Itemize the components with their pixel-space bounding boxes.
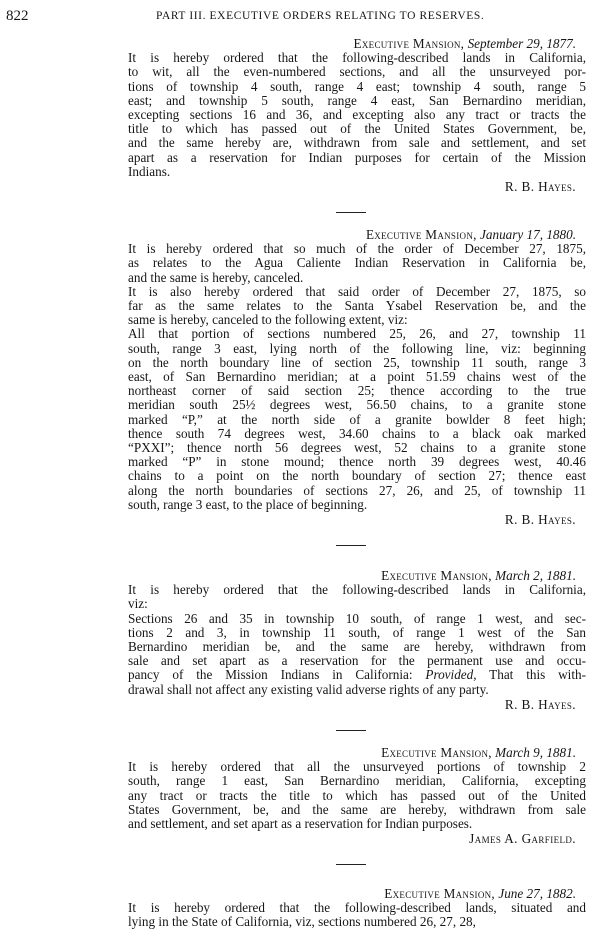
text-line: tions of township 4 south, range 4 east; township 4 south, range 5 [128, 79, 586, 94]
running-header [6, 8, 590, 26]
order-1882-jun [116, 887, 586, 930]
text-line: east; and township 5 south, range 4 east, San Bernardino meridian, [128, 93, 586, 108]
order-1877 [116, 37, 586, 213]
text-line: and the same is hereby, canceled. [128, 270, 304, 285]
text-line: viz: [128, 597, 148, 612]
text-line: marked “P” in stone mound; thence north 39 degrees west, 40.46 [128, 455, 586, 470]
signature: R. B. Hayes. [504, 512, 576, 528]
order-date-line [116, 228, 576, 242]
text-line: thence south 74 degrees west, 34.60 chains to a black oak marked [128, 426, 586, 441]
text-line: sale and set apart as a reservation for the permanent use and occu- [128, 654, 586, 669]
order-date: January 17, 1880. [480, 227, 576, 242]
text-line: drawal shall not affect any existing valid adverse rights of any party. [128, 682, 489, 697]
order-paragraph [116, 242, 586, 285]
text-line: It is hereby ordered that the following-described lands in California, [128, 51, 586, 66]
order-place: Executive Mansion, [381, 745, 492, 760]
order-date-line [116, 569, 576, 583]
running-title: PART III. EXECUTIVE ORDERS RELATING TO RESERVES. [156, 10, 485, 22]
section-divider [336, 864, 366, 865]
order-1881-mar2 [116, 569, 586, 731]
text-line: meridian south 25½ degrees west, 56.50 chains, to a granite stone [128, 398, 586, 413]
text-line: same is hereby, canceled to the following extent, viz: [128, 313, 408, 328]
page-number: 822 [6, 8, 29, 24]
text-line: It is hereby ordered that the following-described lands in California, [128, 583, 586, 598]
text-line: and the same hereby are, withdrawn from sale and settlement, and set [128, 136, 586, 151]
order-paragraph [116, 612, 586, 697]
signature: James A. Garfield. [469, 831, 576, 847]
text-line: far as the same relates to the Santa Ysabel Reservation be, and the [128, 299, 586, 314]
order-place: Executive Mansion, [353, 36, 465, 51]
order-1880-jan [116, 228, 586, 546]
text-line: excepting sections 16 and 36, and excepting also any tract or tracts the [128, 108, 586, 123]
text-line: title to which has passed out of the United States Government, be, [128, 122, 586, 137]
order-date: September 29, 1877. [467, 36, 576, 51]
text-line: tions 2 and 3, in township 11 south, of range 1 west of the San [128, 625, 586, 640]
order-place: Executive Mansion, [384, 886, 496, 901]
text-line: along the north boundaries of sections 27, 26, and 25, of township 11 [128, 483, 586, 498]
text-line: south, range 3 east, to the place of beginning. [128, 497, 368, 512]
text-line: apart as a reservation for Indian purposes for certain of the Mission [128, 150, 586, 165]
text-line: It is hereby ordered that all the unsurveyed portions of township 2 [128, 760, 586, 775]
order-date-line [116, 37, 576, 51]
order-paragraph [116, 901, 586, 929]
text-line: Sections 26 and 35 in township 10 south, of range 1 west, and sec- [128, 611, 586, 626]
order-date: June 27, 1882. [498, 886, 576, 901]
text-line: pancy of the Mission Indians in California: Provided, That this with- [128, 668, 586, 683]
text-line: marked “P,” at the north side of a granite bowlder 8 feet high; [128, 412, 586, 427]
text-line: “PXXI”; thence north 56 degrees west, 52 chains to a granite stone [128, 441, 586, 456]
text-line: any tract or tracts the title to which has passed out of the United [128, 788, 586, 803]
order-paragraph [116, 760, 586, 831]
text-line: south, range 1 east, San Bernardino meridian, California, excepting [128, 774, 586, 789]
order-date: March 9, 1881. [495, 745, 576, 760]
order-place: Executive Mansion, [381, 568, 492, 583]
text-line: east, of San Bernardino meridian; at a point 51.59 chains west of the [128, 370, 586, 385]
order-date-line [116, 746, 576, 760]
text-line: and settlement, and set apart as a reservation for Indian purposes. [128, 817, 473, 832]
text-line: south, range 3 east, lying north of the following line, viz: beginning [128, 341, 586, 356]
text-line: Indians. [128, 164, 171, 179]
order-date: March 2, 1881. [495, 568, 576, 583]
order-paragraph [116, 327, 586, 512]
order-paragraph [116, 583, 586, 611]
text-line: to wit, all the even-numbered sections, and all the unsurveyed por- [128, 65, 586, 80]
text-line: It is hereby ordered that so much of the order of December 27, 1875, [128, 242, 586, 257]
order-place: Executive Mansion, [365, 227, 477, 242]
section-divider [336, 730, 366, 731]
text-line: It is also hereby ordered that said order of December 27, 1875, so [128, 284, 586, 299]
text-line: on the north boundary line of section 25, township 11 south, range 3 [128, 355, 586, 370]
text-line: northeast corner of said section 25; thence according to the true [128, 384, 586, 399]
order-1881-mar9 [116, 746, 586, 865]
order-paragraph [116, 51, 586, 179]
text-line: All that portion of sections numbered 25, 26, and 27, township 11 [128, 327, 586, 342]
signature: R. B. Hayes. [504, 179, 576, 195]
text-line: States Government, be, and the same are hereby, withdrawn from sale [128, 802, 586, 817]
text-line: Bernardino meridian be, and the same are hereby, withdrawn from [128, 640, 586, 655]
text-line: as relates to the Agua Caliente Indian Reservation in California be, [128, 256, 586, 271]
text-line: chains to a point on the north boundary of section 27; thence east [128, 469, 586, 484]
order-paragraph [116, 285, 586, 328]
section-divider [336, 212, 366, 213]
section-divider [336, 545, 366, 546]
text-line: It is hereby ordered that the following-described lands, situated and [128, 901, 586, 916]
signature: R. B. Hayes. [504, 696, 576, 712]
order-date-line [116, 887, 576, 901]
text-line: lying in the State of California, viz, sections numbered 26, 27, 28, [128, 915, 476, 930]
